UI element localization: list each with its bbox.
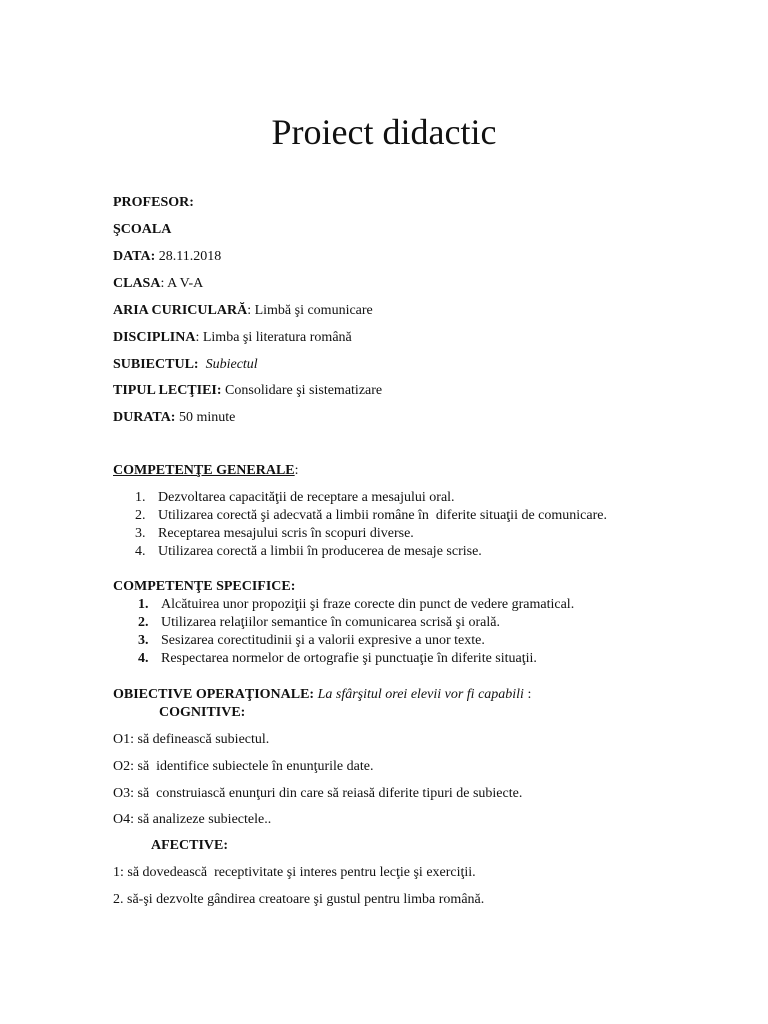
list-item [113, 489, 607, 507]
list-item-text: Alcătuirea unor propoziţii şi fraze corecte din punct de vedere gramatical. [161, 597, 575, 612]
field-value: Consolidare şi sistematizare [221, 383, 383, 398]
document-title: Proiect didactic [271, 112, 497, 152]
field-scoala [113, 221, 171, 239]
field-label: DATA: [113, 249, 156, 264]
field-value: 50 minute [175, 410, 236, 425]
list-item [113, 614, 574, 632]
field-label: TIPUL LECŢIEI: [113, 383, 222, 398]
field-subiectul [113, 356, 258, 374]
field-label: DISCIPLINA [113, 330, 196, 345]
list-item-number: 2. [135, 508, 146, 523]
list-item [113, 543, 607, 561]
field-tipul-lectiei [113, 382, 382, 400]
field-label: DURATA: [113, 410, 176, 425]
list-item-number: 2. [138, 615, 149, 630]
field-data [113, 248, 221, 266]
field-value: Subiectul [198, 357, 258, 372]
list-item-number: 3. [135, 526, 146, 541]
field-label: ŞCOALA [113, 222, 172, 237]
list-item-number: 4. [138, 651, 149, 666]
list-item-text: Dezvoltarea capacităţii de receptare a mesajului oral. [158, 490, 455, 505]
section-heading-competente-specifice [113, 578, 295, 596]
competente-specifice-list [113, 596, 574, 668]
list-item-text: Sesizarea corectitudinii şi a valorii expresive a unor texte. [161, 633, 485, 648]
list-item-number: 1. [138, 597, 149, 612]
objective-item: O4: să analizeze subiectele.. [113, 812, 272, 827]
field-label: ARIA CURICULARĂ [113, 303, 248, 318]
field-label: PROFESOR: [113, 195, 194, 210]
list-item-number: 1. [135, 490, 146, 505]
subheading-afective: AFECTIVE: [151, 838, 229, 853]
field-disciplina [113, 329, 352, 347]
subheading-cognitive: COGNITIVE: [159, 705, 246, 720]
list-item-number: 3. [138, 633, 149, 648]
list-item [113, 507, 607, 525]
field-label: CLASA [113, 276, 161, 291]
field-value: : Limba şi literatura română [195, 330, 352, 345]
objective-item: O1: să definească subiectul. [113, 732, 270, 747]
list-item-text: Receptarea mesajului scris în scopuri diverse. [158, 526, 414, 541]
list-item-text: Utilizarea corectă şi adecvată a limbii române în diferite situaţii de comunicare. [158, 508, 607, 523]
objective-item: O2: să identifice subiectele în enunţurile date. [113, 759, 374, 774]
list-item-text: Respectarea normelor de ortografie şi punctuaţie în diferite situaţii. [161, 651, 537, 666]
list-item-text: Utilizarea corectă a limbii în producerea de mesaje scrise. [158, 544, 482, 559]
objective-item: O3: să construiască enunţuri din care să reiasă diferite tipuri de subiecte. [113, 786, 523, 801]
obiective-intro: La sfârşitul orei elevii vor fi capabili [314, 687, 524, 702]
list-item [113, 650, 574, 668]
section-heading-text: COMPETENŢE SPECIFICE: [113, 579, 296, 594]
obiective-intro-suffix: : [523, 687, 532, 702]
objective-item: 2. să-şi dezvolte gândirea creatoare şi gustul pentru limba română. [113, 892, 485, 907]
field-label: SUBIECTUL: [113, 357, 199, 372]
field-profesor [113, 194, 194, 212]
section-heading-suffix: : [294, 463, 299, 478]
section-heading-text: COMPETENŢE GENERALE [113, 463, 295, 478]
field-value: 28.11.2018 [155, 249, 222, 264]
field-value: : Limbă şi comunicare [247, 303, 373, 318]
objective-item: 1: să dovedească receptivitate şi interes pentru lecţie şi exerciţii. [113, 865, 476, 880]
section-heading-text: OBIECTIVE OPERAŢIONALE: [113, 687, 315, 702]
field-aria-curiculara [113, 302, 373, 320]
list-item-text: Utilizarea relaţiilor semantice în comunicarea scrisă şi orală. [161, 615, 500, 630]
field-value: : A V-A [160, 276, 204, 291]
list-item [113, 632, 574, 650]
list-item-number: 4. [135, 544, 146, 559]
list-item [113, 596, 574, 614]
field-durata [113, 409, 235, 427]
list-item [113, 525, 607, 543]
section-heading-competente-generale [113, 462, 299, 480]
competente-generale-list [113, 489, 607, 561]
field-clasa [113, 275, 203, 293]
section-heading-obiective [113, 686, 531, 704]
